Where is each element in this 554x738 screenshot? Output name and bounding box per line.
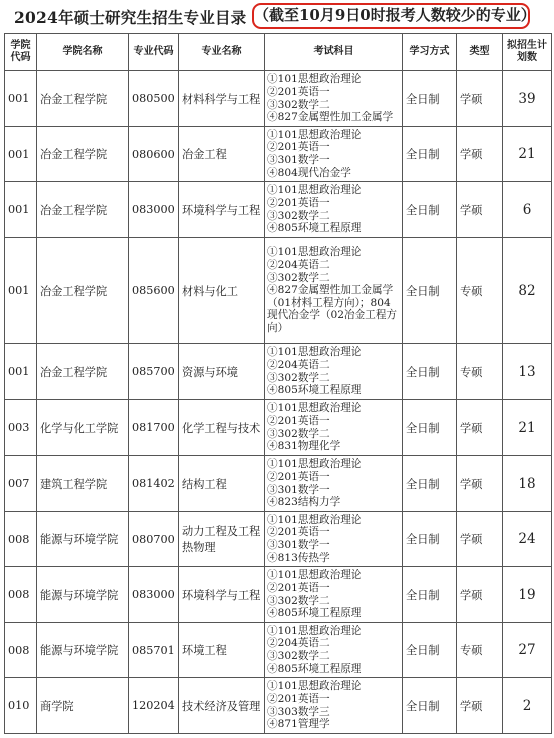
exam-subject: ②201英语一 [267,692,330,705]
exam-subjects-cell [265,344,403,400]
header-enrollment-plan: 拟招生计划数 [503,34,552,71]
school-code-cell: 008 [5,567,37,623]
major-code-cell: 080600 [129,127,179,182]
table-row [5,567,552,623]
exam-subject: ①101思想政治理论 [267,346,362,359]
major-code-cell: 081402 [129,456,179,512]
major-code-cell: 085701 [129,623,179,678]
degree-type-cell: 学硕 [457,182,503,238]
school-name-cell: 冶金工程学院 [37,238,129,344]
table-row [5,678,552,734]
exam-subject: ③302数学二 [267,209,330,222]
school-code-cell: 008 [5,512,37,567]
exam-subject: ③301数学一 [267,539,330,551]
header-major-code: 专业代码 [129,34,179,71]
exam-subject: ①101思想政治理论 [267,569,362,582]
degree-type-cell: 学硕 [457,127,503,182]
exam-subjects-cell [265,623,403,678]
table-row [5,127,552,182]
exam-subject: ③302数学二 [267,594,330,607]
school-name-cell: 冶金工程学院 [37,127,129,182]
exam-subjects-cell [265,182,403,238]
exam-subject: ④827金属塑性加工金属学 [267,111,394,124]
major-name-cell: 环境科学与工程 [179,182,265,238]
degree-type-cell: 专硕 [457,344,503,400]
major-name-cell: 冶金工程 [179,127,265,182]
exam-subject: ①101思想政治理论 [267,680,362,693]
exam-subjects-cell [265,512,403,567]
degree-type-cell: 专硕 [457,238,503,344]
exam-subjects-cell [265,238,403,344]
table-row [5,456,552,512]
header-school-code: 学院代码 [5,34,37,71]
enrollment-plan-cell: 27 [503,623,552,678]
school-code-cell: 001 [5,344,37,400]
degree-type-cell: 学硕 [457,400,503,456]
table-row [5,71,552,127]
exam-subject: ①101思想政治理论 [267,73,362,86]
enrollment-plan-cell: 21 [503,127,552,182]
major-name-cell: 结构工程 [179,456,265,512]
school-code-cell: 001 [5,182,37,238]
major-name-cell: 化学工程与技术 [179,400,265,456]
study-mode-cell: 全日制 [403,512,457,567]
exam-subject: ①101思想政治理论 [267,128,362,141]
header-exam-subjects: 考试科目 [265,34,403,71]
exam-subject: ④813传热学 [267,551,330,564]
exam-subject: ③302数学二 [267,98,330,111]
table-row [5,238,552,344]
exam-subject: ②201英语一 [267,414,330,427]
major-name-cell: 资源与环境 [179,344,265,400]
major-name-cell: 材料科学与工程 [179,71,265,127]
study-mode-cell: 全日制 [403,400,457,456]
major-name-cell: 技术经济及管理 [179,678,265,734]
exam-subject: ①101思想政治理论 [267,184,362,197]
school-name-cell: 冶金工程学院 [37,182,129,238]
page-title: 2024年硕士研究生招生专业目录 [14,8,247,27]
exam-subject: ②201英语一 [267,85,330,98]
exam-subject: ②201英语一 [267,581,330,594]
school-name-cell: 冶金工程学院 [37,344,129,400]
study-mode-cell: 全日制 [403,456,457,512]
exam-subject: ②204英语二 [267,637,330,650]
school-code-cell: 001 [5,127,37,182]
school-code-cell: 003 [5,400,37,456]
major-name-cell: 环境工程 [179,623,265,678]
exam-subject: ①101思想政治理论 [267,458,362,471]
exam-subjects-cell [265,456,403,512]
exam-subject: ④805环境工程原理 [267,384,362,397]
degree-type-cell: 学硕 [457,678,503,734]
major-code-cell: 080700 [129,512,179,567]
exam-subject: ③301数学一 [267,154,330,166]
exam-subject: ③302数学二 [267,371,330,384]
exam-subject: ②201英语一 [267,196,330,209]
major-name-cell: 动力工程及工程热物理 [179,512,265,567]
exam-subject: ④827金属塑性加工金属学（01材料工程方向）；804现代冶金学（02冶金工程方向） [267,284,398,334]
enrollment-plan-cell: 2 [503,678,552,734]
enrollment-plan-cell: 6 [503,182,552,238]
school-code-cell: 001 [5,71,37,127]
study-mode-cell: 全日制 [403,238,457,344]
exam-subject: ①101思想政治理论 [267,513,362,526]
school-name-cell: 商学院 [37,678,129,734]
enrollment-plan-cell: 13 [503,344,552,400]
header-major-name: 专业名称 [179,34,265,71]
major-code-cell: 085600 [129,238,179,344]
exam-subject: ①101思想政治理论 [267,624,362,637]
study-mode-cell: 全日制 [403,182,457,238]
school-code-cell: 010 [5,678,37,734]
exam-subject: ④823结构力学 [267,496,341,509]
school-name-cell: 冶金工程学院 [37,71,129,127]
table-row [5,400,552,456]
exam-subject: ②204英语二 [267,259,330,272]
exam-subject: ③303数学三 [267,705,330,718]
exam-subject: ④831物理化学 [267,440,341,453]
school-code-cell: 008 [5,623,37,678]
exam-subject: ④805环境工程原理 [267,607,362,620]
exam-subject: ③301数学一 [267,483,330,496]
program-table [4,33,552,734]
study-mode-cell: 全日制 [403,567,457,623]
major-name-cell: 环境科学与工程 [179,567,265,623]
exam-subjects-cell [265,567,403,623]
major-code-cell: 080500 [129,71,179,127]
exam-subjects-cell [265,127,403,182]
table-body [5,71,552,734]
major-code-cell: 120204 [129,678,179,734]
table-row [5,182,552,238]
study-mode-cell: 全日制 [403,344,457,400]
exam-subjects-cell [265,400,403,456]
exam-subject: ④804现代冶金学 [267,166,351,179]
study-mode-cell: 全日制 [403,623,457,678]
exam-subject: ②201英语一 [267,141,330,154]
enrollment-plan-cell: 39 [503,71,552,127]
table-row [5,344,552,400]
school-name-cell: 能源与环境学院 [37,512,129,567]
header-study-mode: 学习方式 [403,34,457,71]
table-header-row [5,34,552,71]
enrollment-plan-cell: 18 [503,456,552,512]
major-name-cell: 材料与化工 [179,238,265,344]
school-code-cell: 007 [5,456,37,512]
exam-subject: ①101思想政治理论 [267,402,362,415]
school-name-cell: 能源与环境学院 [37,567,129,623]
enrollment-plan-cell: 21 [503,400,552,456]
major-code-cell: 085700 [129,344,179,400]
header-degree-type: 类型 [457,34,503,71]
major-code-cell: 083000 [129,567,179,623]
major-code-cell: 083000 [129,182,179,238]
exam-subject: ①101思想政治理论 [267,246,362,259]
exam-subjects-cell [265,71,403,127]
exam-subject: ③302数学二 [267,427,330,440]
exam-subject: ④805环境工程原理 [267,662,362,675]
study-mode-cell: 全日制 [403,678,457,734]
degree-type-cell: 学硕 [457,456,503,512]
school-name-cell: 建筑工程学院 [37,456,129,512]
exam-subject: ④871管理学 [267,718,330,731]
title-note-highlight: （截至10月9日0时报考人数较少的专业） [252,3,530,29]
exam-subject: ③302数学二 [267,650,330,662]
exam-subject: ④805环境工程原理 [267,222,362,235]
study-mode-cell: 全日制 [403,71,457,127]
school-name-cell: 化学与化工学院 [37,400,129,456]
table-row [5,512,552,567]
header-school-name: 学院名称 [37,34,129,71]
school-name-cell: 能源与环境学院 [37,623,129,678]
exam-subject: ②204英语二 [267,358,330,371]
study-mode-cell: 全日制 [403,127,457,182]
exam-subjects-cell [265,678,403,734]
degree-type-cell: 学硕 [457,567,503,623]
exam-subject: ③302数学二 [267,271,330,284]
degree-type-cell: 学硕 [457,71,503,127]
school-code-cell: 001 [5,238,37,344]
degree-type-cell: 学硕 [457,512,503,567]
exam-subject: ②201英语一 [267,526,330,539]
degree-type-cell: 专硕 [457,623,503,678]
title-bar [0,0,554,34]
enrollment-plan-cell: 82 [503,238,552,344]
major-code-cell: 081700 [129,400,179,456]
enrollment-plan-cell: 19 [503,567,552,623]
table-row [5,623,552,678]
enrollment-plan-cell: 24 [503,512,552,567]
exam-subject: ②201英语一 [267,470,330,483]
